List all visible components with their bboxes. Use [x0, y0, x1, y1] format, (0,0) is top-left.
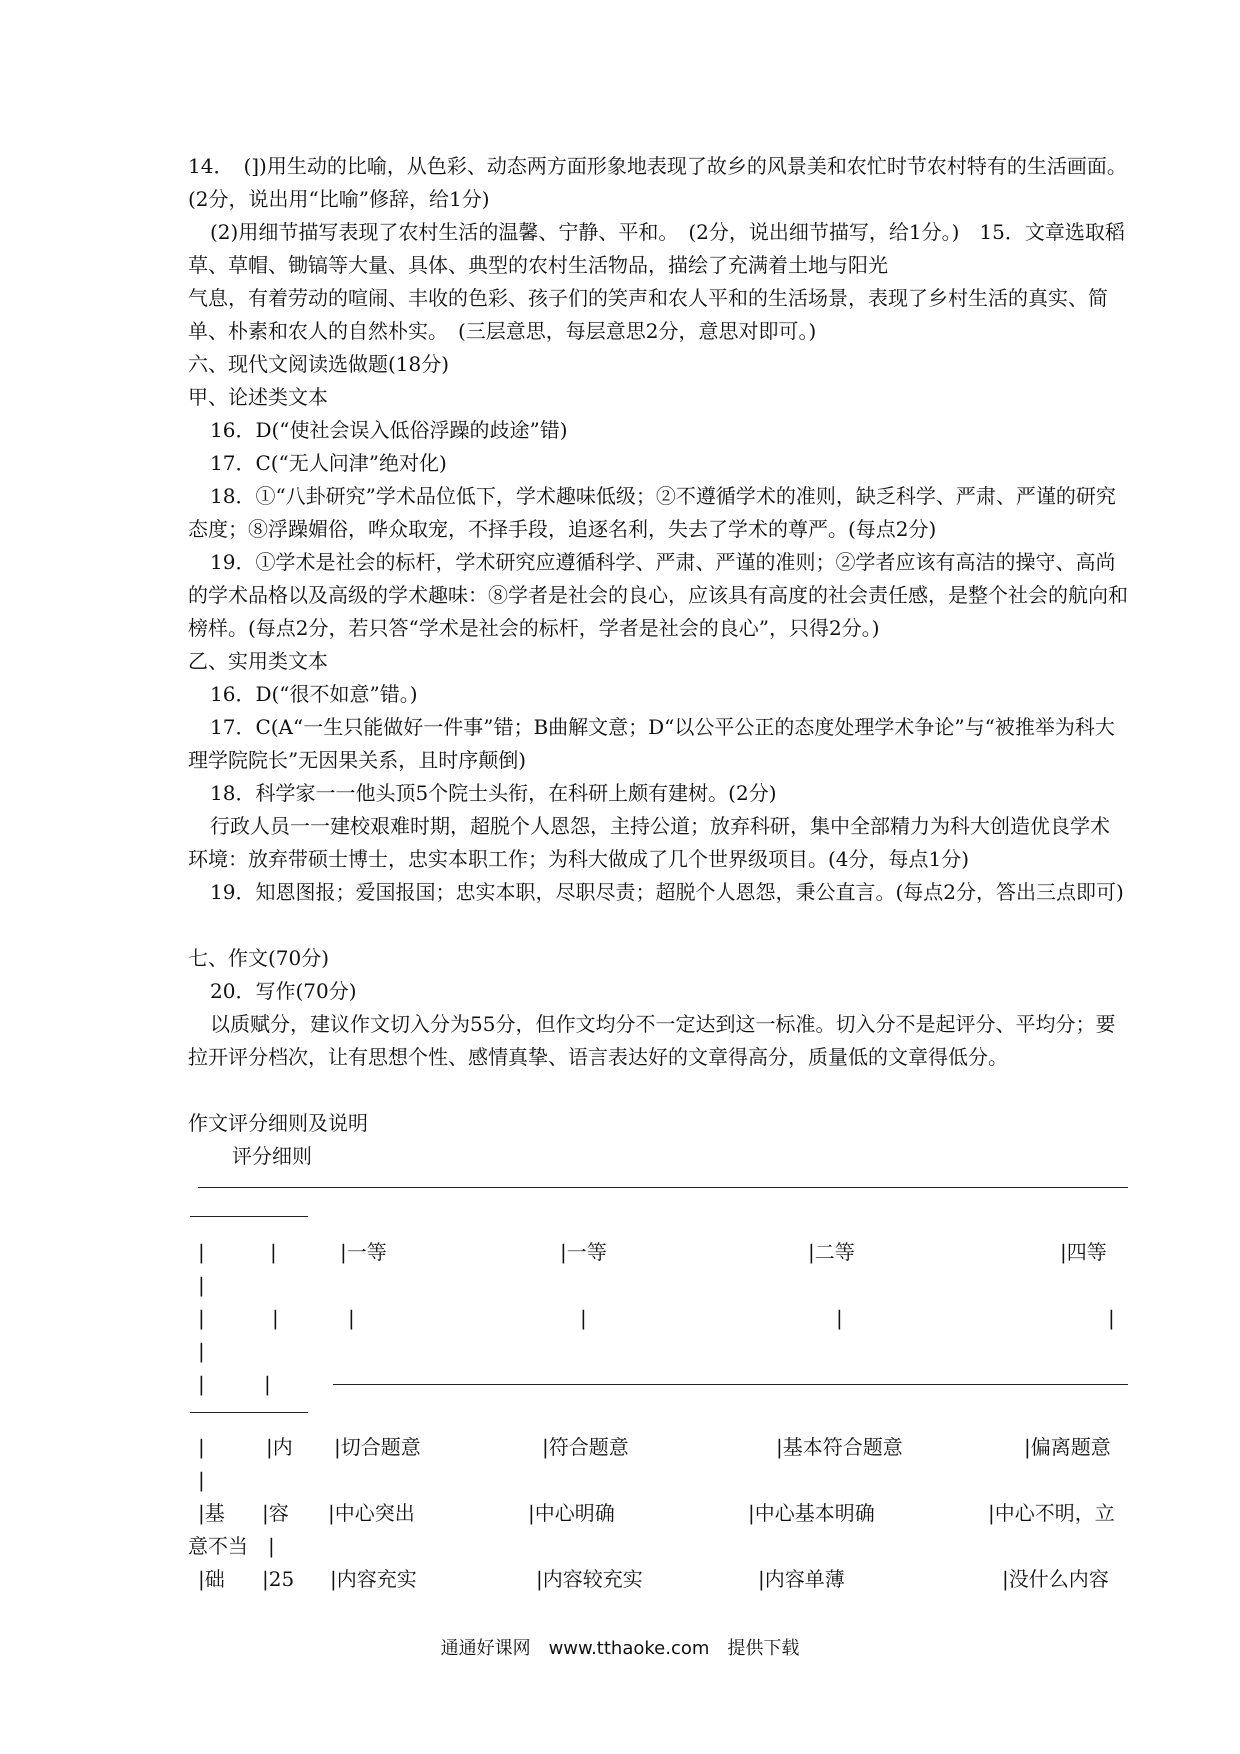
table-cell: |中心基本明确	[748, 1501, 875, 1525]
table-cell: |	[198, 1240, 205, 1264]
table-cell: |	[1108, 1306, 1115, 1330]
download-footer: 通通好课网 www.tthaoke.com 提供下载	[440, 1638, 800, 1659]
table-cell: |	[198, 1306, 205, 1330]
section-6-heading: 六、现代文阅读选做题(18分)	[188, 352, 450, 376]
answer-b17: 17．C(A“一生只能做好一件事”错；B曲解文意；D“以公平公正的态度处理学术争论”与“被推举为科大理学院院长”无因果关系，且时序颠倒)	[188, 715, 1115, 772]
table-cell: |	[198, 1339, 205, 1363]
table-top-border-wrap	[190, 1216, 308, 1217]
table-cell: |	[580, 1306, 587, 1330]
answer-b18-scientist: 18．科学家一一他头顶5个院士头衔，在科研上颇有建树。(2分)	[210, 781, 777, 805]
rubric-subheading: 评分细则	[232, 1144, 312, 1168]
table-cell: |四等	[1060, 1240, 1107, 1264]
answer-q14-part1: 14． (])用生动的比喻，从色彩、动态两方面形象地表现了故乡的风景美和农忙时节农村特有的生活画面。 (2分，说出用“比喻”修辞，给1分)	[188, 154, 1137, 211]
table-cell: |	[198, 1372, 205, 1396]
q20-description: 以质赋分，建议作文切入分为55分，但作文均分不一定达到这一标准。切入分不是起评分、平均分；要拉开评分档次，让有思想个性、感情真挚、语言表达好的文章得高分，质量低的文章得低分。	[188, 1012, 1116, 1069]
table-cell: |符合题意	[542, 1435, 629, 1459]
table-cell: |中心突出	[328, 1501, 415, 1525]
table-cell: |	[348, 1306, 355, 1330]
part-b-heading: 乙、实用类文本	[188, 649, 328, 673]
answer-b19: 19．知恩图报；爱国报国；忠实本职，尽职尽责；超脱个人恩怨，秉公直言。(每点2分，答出三点即可)	[210, 880, 1124, 904]
table-cell: |	[272, 1306, 279, 1330]
table-cell: |基本符合题意	[776, 1435, 903, 1459]
section-7-heading: 七、作文(70分)	[188, 946, 330, 970]
table-cell: |一等	[340, 1240, 387, 1264]
table-cell: |	[270, 1240, 277, 1264]
table-cell: |中心不明，立	[988, 1501, 1115, 1525]
answer-a18: 18．①“八卦研究”学术品位低下，学术趣味低级；②不遵循学术的准则，缺乏科学、严肃、严谨的研究态度；⑧浮躁媚俗，哗众取宠，不择手段，追逐名利，失去了学术的尊严。(每点2分)	[188, 484, 1116, 541]
answer-a17: 17．C(“无人问津”绝对化)	[210, 451, 447, 475]
table-cell: |二等	[808, 1240, 855, 1264]
answer-a16: 16．D(“使社会误入低俗浮躁的歧途”错)	[210, 418, 568, 442]
table-cell: |	[198, 1468, 205, 1492]
table-cell: |偏离题意	[1024, 1435, 1111, 1459]
answer-b18-administrator: 行政人员一一建校艰难时期，超脱个人恩怨，主持公道；放弃科研，集中全部精力为科大创造优良学术环境：放弃带硕士博士，忠实本职工作；为科大做成了几个世界级项目。(4分，每点1分)	[188, 814, 1110, 871]
table-cell: 意不当 |	[188, 1534, 275, 1558]
table-cell: |一等	[560, 1240, 607, 1264]
table-cell: |切合题意	[334, 1435, 421, 1459]
table-cell: |	[198, 1435, 205, 1459]
table-mid-border-wrap	[190, 1412, 308, 1413]
question-20: 20．写作(70分)	[210, 979, 357, 1003]
table-cell: |	[198, 1273, 205, 1297]
answer-a19: 19．①学术是社会的标杆，学术研究应遵循科学、严肃、严谨的准则；②学者应该有高洁的操守、高尚的学术品格以及高级的学术趣味：⑧学者是社会的良心，应该具有高度的社会责任感，是整个社会的航向和榜样。(每点2分，若只答“学术是社会的标杆，学者是社会的良心”，只得2分。)	[188, 550, 1128, 640]
table-top-border	[198, 1187, 1128, 1188]
table-cell: |25	[262, 1567, 295, 1591]
table-cell: |	[264, 1372, 271, 1396]
table-cell: |没什么内容	[1002, 1567, 1109, 1591]
table-cell: |内容单薄	[758, 1567, 845, 1591]
table-cell: |内	[266, 1435, 293, 1459]
answer-b16: 16．D(“很不如意”错。)	[210, 682, 418, 706]
part-a-heading: 甲、论述类文本	[188, 385, 328, 409]
table-cell: |容	[262, 1501, 289, 1525]
table-mid-border	[333, 1384, 1128, 1385]
rubric-heading: 作文评分细则及说明	[188, 1111, 368, 1135]
answer-q14-part2-q15: (2)用细节描写表现了农村生活的温馨、宁静、平和。 (2分，说出细节描写，给1分。) 15．文章选取稻草、草帽、锄镐等大量、具体、典型的农村生活物品，描绘了充满着土地与阳光	[188, 220, 1125, 277]
table-cell: |基	[198, 1501, 225, 1525]
answer-q15-continued: 气息，有着劳动的喧闹、丰收的色彩、孩子们的笑声和农人平和的生活场景，表现了乡村生活的真实、简单、朴素和农人的自然朴实。 (三层意思，每层意思2分，意思对即可。)	[188, 286, 1108, 343]
table-cell: |内容充实	[330, 1567, 417, 1591]
table-cell: |	[836, 1306, 843, 1330]
table-cell: |内容较充实	[536, 1567, 643, 1591]
table-cell: |中心明确	[528, 1501, 615, 1525]
table-cell: |础	[198, 1567, 225, 1591]
